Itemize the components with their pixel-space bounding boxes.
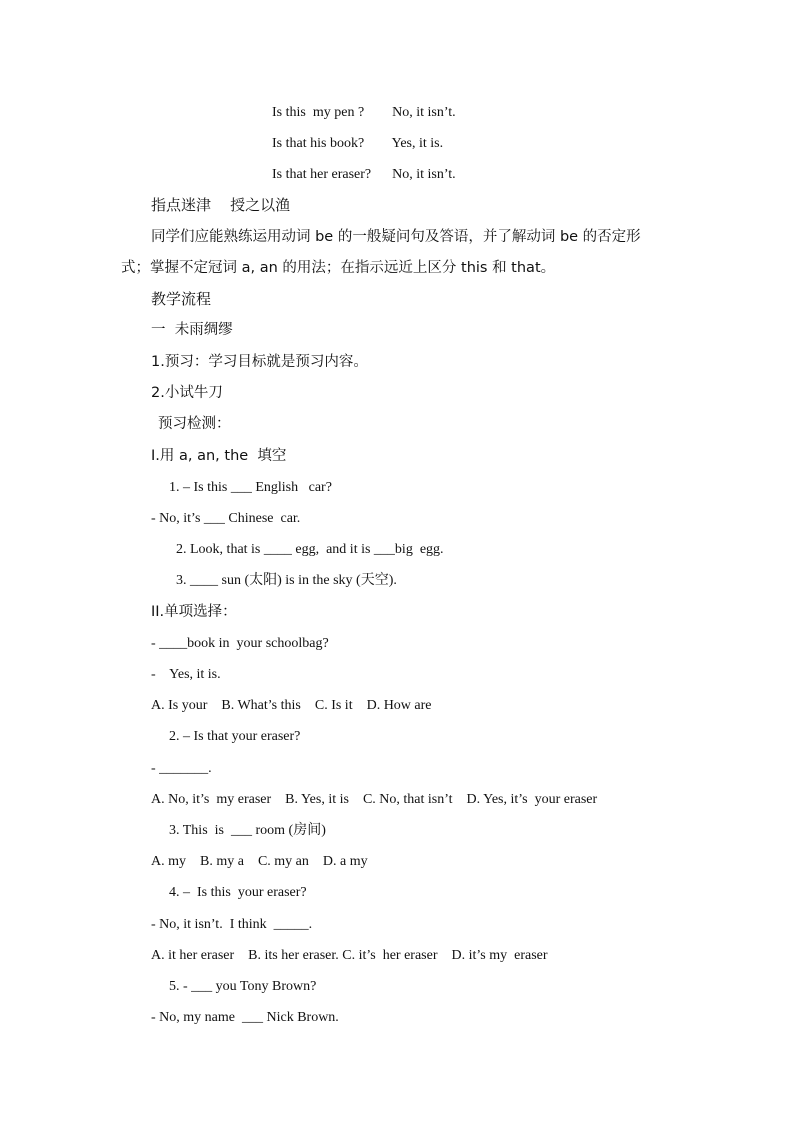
section-one-heading: 一 未雨绸缪 — [151, 322, 233, 338]
preview-check-label: 预习检测： — [158, 416, 231, 432]
choice-question-5: 5. - ___ you Tony Brown? — [169, 979, 317, 994]
choice-question-3: 3. This is ___ room (房间) — [169, 823, 326, 838]
fill-question-3: 3. ____ sun (太阳) is in the sky (天空). — [176, 573, 397, 588]
guide-text-line-1: 同学们应能熟练运用动词 be 的一般疑问句及答语，并了解动词 be 的否定形 — [151, 229, 641, 245]
fill-answer-1: - No, it’s ___ Chinese car. — [151, 511, 301, 526]
part-two-title: II.单项选择： — [151, 604, 237, 620]
choice-question-4: 4. – Is this your eraser? — [169, 885, 307, 900]
choice-answer-4: - No, it isn’t. I think _____. — [151, 917, 313, 932]
preview-item-2: 2.小试牛刀 — [151, 385, 223, 401]
example-line-1: Is this my pen ? No, it isn’t. — [272, 105, 456, 120]
guide-heading: 指点迷津 授之以渔 — [151, 196, 291, 214]
choice-options-4: A. it her eraser B. its her eraser. C. it’s her eraser D. it’s my eraser — [151, 948, 548, 963]
choice-options-1: A. Is your B. What’s this C. Is it D. How are — [151, 698, 432, 713]
choice-question-2: 2. – Is that your eraser? — [169, 729, 301, 744]
choice-answer-5: - No, my name ___ Nick Brown. — [151, 1010, 339, 1025]
choice-answer-1: - Yes, it is. — [151, 667, 221, 682]
choice-options-2: A. No, it’s my eraser B. Yes, it is C. No, that isn’t D. Yes, it’s your eraser — [151, 792, 598, 807]
choice-question-1: - ____book in your schoolbag? — [151, 636, 329, 651]
part-one-title: I.用 a, an, the 填空 — [151, 448, 287, 464]
example-line-3: Is that her eraser? No, it isn’t. — [272, 167, 456, 182]
process-heading: 教学流程 — [151, 290, 212, 308]
guide-text-line-2: 式；掌握不定冠词 a, an 的用法；在指示远近上区分 this 和 that。 — [121, 260, 556, 276]
preview-item-1: 1.预习：学习目标就是预习内容。 — [151, 354, 368, 370]
choice-answer-2: - _______. — [151, 761, 212, 776]
choice-options-3: A. my B. my a C. my an D. a my — [151, 854, 368, 869]
fill-question-2: 2. Look, that is ____ egg, and it is ___big egg. — [176, 542, 444, 557]
fill-question-1: 1. – Is this ___ English car? — [169, 480, 332, 495]
example-line-2: Is that his book? Yes, it is. — [272, 136, 444, 151]
